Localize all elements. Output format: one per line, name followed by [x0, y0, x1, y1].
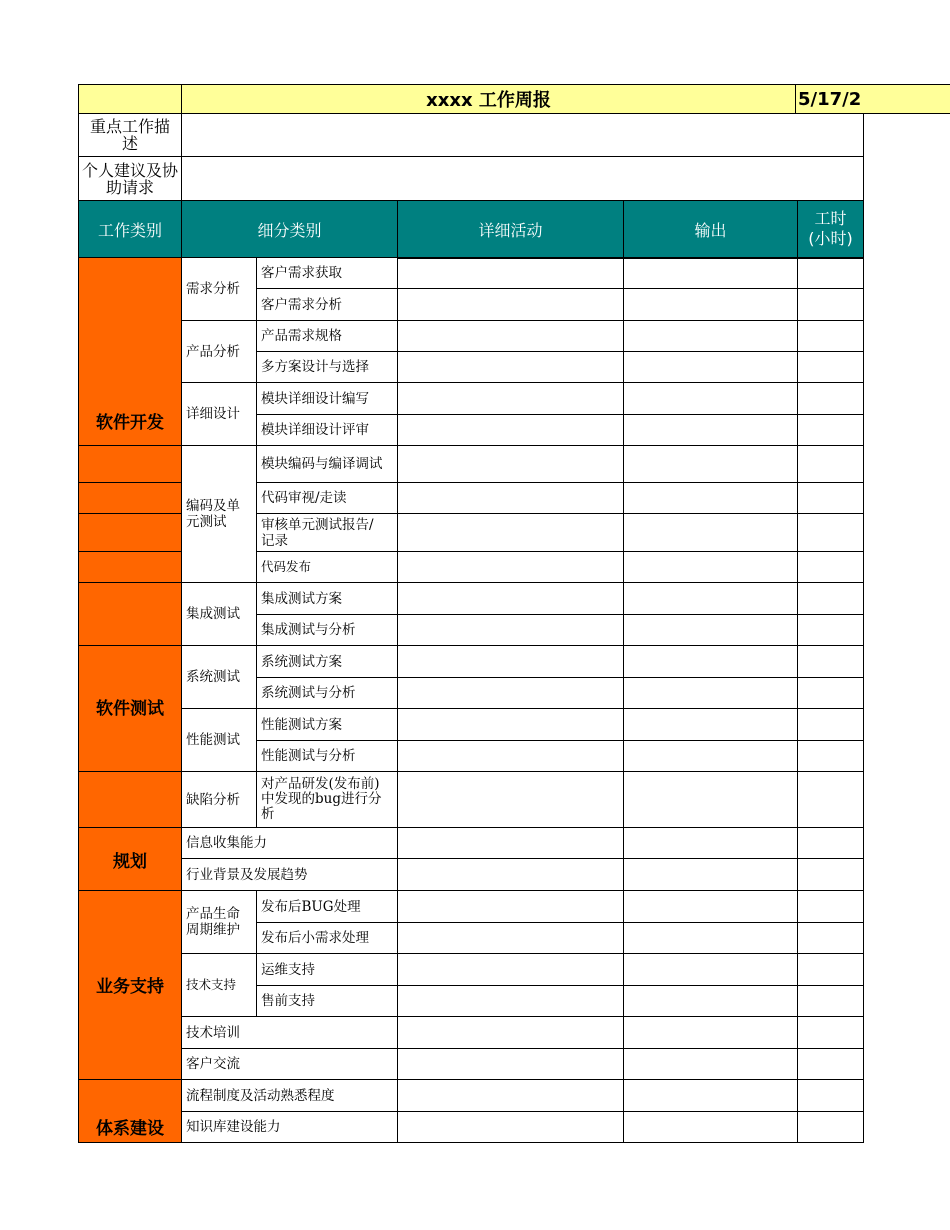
output-input[interactable] — [624, 615, 798, 646]
category-cell — [78, 552, 182, 583]
detail-activity-input[interactable] — [398, 289, 624, 321]
output-input[interactable] — [624, 415, 798, 446]
output-input[interactable] — [624, 828, 798, 859]
output-input[interactable] — [624, 954, 798, 986]
weekly-report-sheet — [78, 84, 864, 1143]
detail-activity-input[interactable] — [398, 446, 624, 483]
activity-cell: 模块详细设计编写 — [257, 383, 398, 415]
hours-input[interactable] — [798, 1017, 864, 1049]
output-input[interactable] — [624, 383, 798, 415]
subcategory-cell: 需求分析 — [182, 258, 257, 321]
column-header-subcategory: 细分类别 — [182, 201, 398, 258]
activity-cell: 系统测试与分析 — [257, 678, 398, 709]
activity-cell: 发布后小需求处理 — [257, 923, 398, 954]
detail-activity-input[interactable] — [398, 741, 624, 772]
activity-cell: 发布后BUG处理 — [257, 891, 398, 923]
activity-cell: 客户需求分析 — [257, 289, 398, 321]
detail-activity-input[interactable] — [398, 923, 624, 954]
output-input[interactable] — [624, 483, 798, 514]
hours-input[interactable] — [798, 383, 864, 415]
category-cell — [78, 446, 182, 483]
date-cell-overflow-fill — [864, 84, 950, 114]
detail-activity-input[interactable] — [398, 415, 624, 446]
output-input[interactable] — [624, 923, 798, 954]
category-label-planning: 规划 — [113, 851, 147, 872]
output-input[interactable] — [624, 986, 798, 1017]
hours-input[interactable] — [798, 678, 864, 709]
detail-activity-input[interactable] — [398, 352, 624, 383]
output-input[interactable] — [624, 1112, 798, 1143]
category-label-software-dev: 软件开发 — [96, 412, 164, 433]
output-input[interactable] — [624, 772, 798, 828]
output-input[interactable] — [624, 583, 798, 615]
subcategory-cell: 产品分析 — [182, 321, 257, 383]
activity-cell: 对产品研发(发布前)中发现的bug进行分析 — [257, 772, 398, 828]
key-work-input[interactable] — [182, 114, 864, 157]
hours-input[interactable] — [798, 891, 864, 923]
output-input[interactable] — [624, 321, 798, 352]
detail-activity-input[interactable] — [398, 646, 624, 678]
detail-activity-input[interactable] — [398, 954, 624, 986]
activity-cell: 审核单元测试报告/记录 — [257, 514, 398, 552]
hours-input[interactable] — [798, 446, 864, 483]
category-label-software-test: 软件测试 — [96, 698, 164, 719]
output-input[interactable] — [624, 258, 798, 289]
activity-cell: 技术培训 — [182, 1017, 398, 1049]
detail-activity-input[interactable] — [398, 258, 624, 289]
category-cell — [78, 646, 182, 772]
activity-cell: 流程制度及活动熟悉程度 — [182, 1080, 398, 1112]
detail-activity-input[interactable] — [398, 1112, 624, 1143]
activity-cell: 客户需求获取 — [257, 258, 398, 289]
subcategory-cell: 系统测试 — [182, 646, 257, 709]
subcategory-cell: 缺陷分析 — [182, 772, 257, 828]
subcategory-area — [182, 258, 398, 1143]
category-cell — [78, 1080, 182, 1143]
category-label-system-building: 体系建设 — [96, 1118, 164, 1139]
hours-input[interactable] — [798, 1080, 864, 1112]
detail-activity-input[interactable] — [398, 772, 624, 828]
hours-input[interactable] — [798, 646, 864, 678]
detail-activity-input[interactable] — [398, 321, 624, 352]
category-cell — [78, 258, 182, 446]
subcategory-cell: 技术支持 — [182, 954, 257, 1017]
category-cell — [78, 514, 182, 552]
key-work-label: 重点工作描述 — [78, 114, 182, 157]
subcategory-cell: 详细设计 — [182, 383, 257, 446]
subcategory-cell: 编码及单元测试 — [182, 446, 257, 583]
activity-cell: 模块编码与编译调试 — [257, 446, 398, 483]
input-columns — [398, 258, 864, 1143]
hours-input[interactable] — [798, 615, 864, 646]
detail-activity-input[interactable] — [398, 1049, 624, 1080]
activity-cell: 模块详细设计评审 — [257, 415, 398, 446]
activity-cell: 行业背景及发展趋势 — [182, 859, 398, 891]
hours-input[interactable] — [798, 1112, 864, 1143]
detail-activity-input[interactable] — [398, 583, 624, 615]
output-input[interactable] — [624, 289, 798, 321]
detail-activity-input[interactable] — [398, 828, 624, 859]
suggestion-input[interactable] — [182, 157, 864, 201]
column-header-category: 工作类别 — [78, 201, 182, 258]
category-label-business-support: 业务支持 — [96, 976, 164, 997]
activity-cell: 代码审视/走读 — [257, 483, 398, 514]
output-input[interactable] — [624, 709, 798, 741]
activity-cell: 代码发布 — [257, 552, 398, 583]
output-input[interactable] — [624, 1017, 798, 1049]
subcategory-cell: 产品生命周期维护 — [182, 891, 257, 954]
activity-cell: 集成测试与分析 — [257, 615, 398, 646]
detail-activity-input[interactable] — [398, 859, 624, 891]
detail-activity-input[interactable] — [398, 552, 624, 583]
output-input[interactable] — [624, 446, 798, 483]
hours-input[interactable] — [798, 954, 864, 986]
activity-cell: 客户交流 — [182, 1049, 398, 1080]
activity-cell: 运维支持 — [257, 954, 398, 986]
hours-input[interactable] — [798, 289, 864, 321]
detail-activity-input[interactable] — [398, 986, 624, 1017]
detail-activity-input[interactable] — [398, 383, 624, 415]
subcategory-cell: 性能测试 — [182, 709, 257, 772]
subcategory-cell: 集成测试 — [182, 583, 257, 646]
report-date: 5/17/2 — [796, 84, 864, 114]
detail-activity-input[interactable] — [398, 615, 624, 646]
activity-cell: 知识库建设能力 — [182, 1112, 398, 1143]
output-input[interactable] — [624, 678, 798, 709]
column-header-hours: 工时(小时) — [798, 201, 864, 258]
category-column — [78, 258, 182, 1143]
hours-input[interactable] — [798, 859, 864, 891]
output-input[interactable] — [624, 1080, 798, 1112]
title-corner-cell — [78, 84, 182, 114]
output-input[interactable] — [624, 352, 798, 383]
hours-input[interactable] — [798, 352, 864, 383]
activity-cell: 产品需求规格 — [257, 321, 398, 352]
hours-input[interactable] — [798, 514, 864, 552]
category-cell — [78, 483, 182, 514]
output-input[interactable] — [624, 552, 798, 583]
column-header-activity: 详细活动 — [398, 201, 624, 258]
output-input[interactable] — [624, 891, 798, 923]
activity-cell: 系统测试方案 — [257, 646, 398, 678]
hours-input[interactable] — [798, 709, 864, 741]
hours-input[interactable] — [798, 258, 864, 289]
detail-activity-input[interactable] — [398, 1080, 624, 1112]
activity-cell: 集成测试方案 — [257, 583, 398, 615]
activity-cell: 售前支持 — [257, 986, 398, 1017]
activity-cell: 性能测试方案 — [257, 709, 398, 741]
category-cell — [78, 828, 182, 891]
detail-activity-input[interactable] — [398, 514, 624, 552]
report-title: xxxx 工作周报 — [182, 84, 796, 114]
category-cell — [78, 772, 182, 828]
detail-activity-input[interactable] — [398, 678, 624, 709]
activity-cell: 性能测试与分析 — [257, 741, 398, 772]
detail-activity-input[interactable] — [398, 891, 624, 923]
detail-activity-input[interactable] — [398, 1017, 624, 1049]
category-cell — [78, 891, 182, 1080]
column-header-output: 输出 — [624, 201, 798, 258]
hours-input[interactable] — [798, 1049, 864, 1080]
detail-activity-input[interactable] — [398, 709, 624, 741]
output-input[interactable] — [624, 514, 798, 552]
suggestion-label: 个人建议及协助请求 — [78, 157, 182, 201]
hours-input[interactable] — [798, 986, 864, 1017]
activity-cell: 多方案设计与选择 — [257, 352, 398, 383]
category-cell — [78, 583, 182, 646]
hours-input[interactable] — [798, 321, 864, 352]
report-body — [78, 258, 864, 1143]
hours-input[interactable] — [798, 415, 864, 446]
hours-input[interactable] — [798, 552, 864, 583]
detail-activity-input[interactable] — [398, 483, 624, 514]
activity-cell: 信息收集能力 — [182, 828, 398, 859]
hours-input[interactable] — [798, 483, 864, 514]
hours-input[interactable] — [798, 772, 864, 828]
hours-input[interactable] — [798, 741, 864, 772]
output-input[interactable] — [624, 741, 798, 772]
hours-input[interactable] — [798, 828, 864, 859]
output-input[interactable] — [624, 1049, 798, 1080]
hours-input[interactable] — [798, 923, 864, 954]
hours-input[interactable] — [798, 583, 864, 615]
output-input[interactable] — [624, 859, 798, 891]
output-input[interactable] — [624, 646, 798, 678]
